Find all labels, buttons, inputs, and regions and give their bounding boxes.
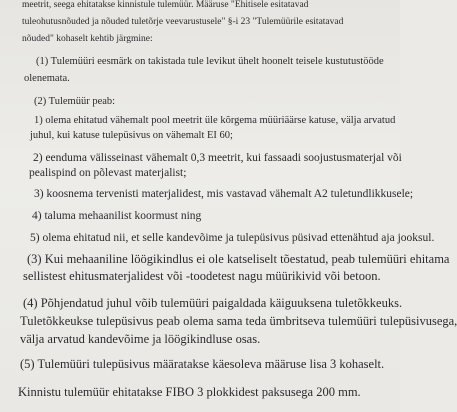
text-line: Kinnistu tulemüür ehitatakse FIBO 3 plokkidest paksusega 200 mm. [18,385,361,399]
text-line: (5) Tulemüüri tulepüsivus määratakse käesoleva määruse lisa 3 kohaselt. [20,357,385,371]
text-line: 3) koosnema tervenisti materjalidest, mis vastavad vähemalt A2 tuletundlikkusele; [34,188,414,200]
text-line: välja arvatud kandevõime ja löögikindluse osas. [20,332,261,346]
text-line: 1) olema ehitatud vähemalt pool meetrit üle kõrgema müüriäärse katuse, välja arvatud [34,115,396,126]
text-line: (2) Tulemüür peab: [34,96,116,107]
text-line: olenemata. [24,73,70,84]
text-line: nõuded" kohaselt kehtib järgmine: [22,34,153,44]
text-line: 4) taluma mehaanilist koormust ning [32,210,202,222]
text-line: (1) Tulemüüri eesmärk on takistada tule levikut ühelt hoonelt teisele kustutustööde [36,56,384,67]
text-line: tuleohutusnõuded ja nõuded tuletõrje veevarustusele" §-i 23 "Tulemüürile esitatavad [22,17,344,27]
text-line: pealispind on põlevast materjalist; [29,167,187,179]
text-line: 5) olema ehitatud nii, et selle kandevõime ja tulepüsivus püsivad ettenähtud aja jooksul. [30,232,435,244]
text-line: (3) Kui mehaaniline löögikindlus ei ole katseliselt tõestatud, peab tulemüüri ehitama [27,252,450,266]
text-line: (4) Põhjendatud juhul võib tulemüüri paigaldada käiguuksena tuletõkkeuks. [23,296,403,310]
text-line: meetrit, seega ehitatakse kinnistule tulemüür. Määruse "Ehitisele esitatavad [22,0,309,10]
text-line: Tuletõkkeukse tulepüsivus peab olema sama teda ümbritseva tulemüüri tulepüsivusega, [20,314,457,328]
text-line: 2) eenduma välisseinast vähemalt 0,3 meetrit, kui fassaadi soojustusmaterjal või [33,152,402,164]
text-line: sellistest ehitusmaterjalidest või -toodetest nagu müürikivid või betoon. [23,269,381,283]
text-line: juhul, kui katuse tulepüsivus on vähemalt EI 60; [30,130,233,141]
